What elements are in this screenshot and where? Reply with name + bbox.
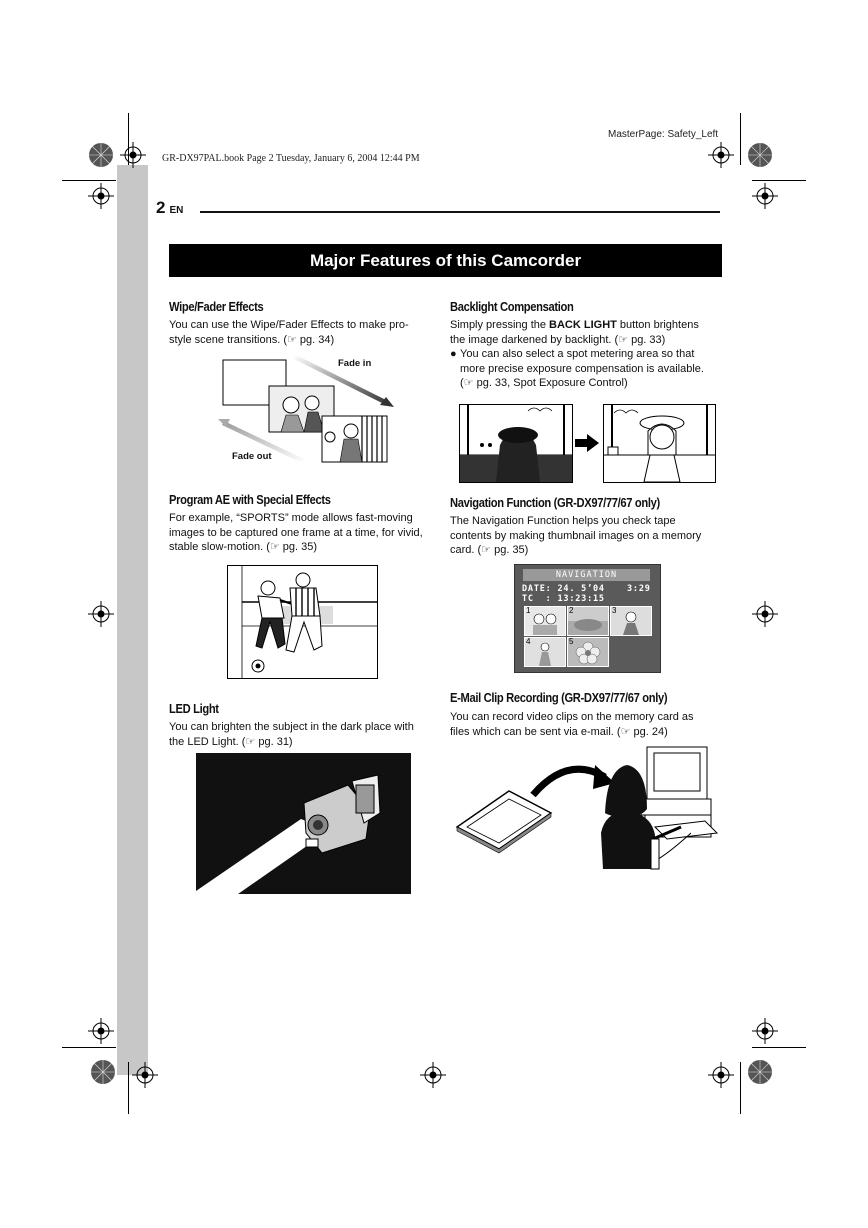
crosshair-mark-icon: [132, 1062, 158, 1088]
crosshair-mark-icon: [88, 601, 114, 627]
thumbnail[interactable]: 1: [524, 606, 566, 636]
led-light-heading: LED Light: [169, 701, 219, 716]
page-number: 2 EN: [156, 198, 184, 217]
crop-mark: [740, 113, 741, 165]
margin-band: [117, 165, 148, 1075]
crop-mark: [752, 180, 806, 181]
sports-mode-figure: [227, 565, 378, 679]
backlight-after-image: [603, 404, 716, 483]
crop-mark: [62, 180, 116, 181]
fade-in-label: Fade in: [338, 358, 372, 369]
registration-mark-icon: [90, 1059, 116, 1085]
fade-out-label: Fade out: [232, 451, 272, 462]
thumbnail[interactable]: 2: [567, 606, 609, 636]
wipe-fader-text: You can use the Wipe/Fader Effects to make pro- style scene transitions. (☞ pg. 34): [169, 319, 409, 346]
backlight-heading: Backlight Compensation: [450, 299, 574, 314]
backlight-before-image: [459, 404, 573, 483]
crosshair-mark-icon: [708, 142, 734, 168]
crosshair-mark-icon: [708, 1062, 734, 1088]
registration-mark-icon: [747, 1059, 773, 1085]
registration-mark-icon: [88, 142, 114, 168]
thumbnail[interactable]: 3: [610, 606, 652, 636]
page-title: Major Features of this Camcorder: [169, 244, 722, 277]
navigation-heading: Navigation Function (GR-DX97/77/67 only): [450, 495, 660, 510]
navigation-time: 3:29: [627, 584, 651, 594]
crosshair-mark-icon: [752, 1018, 778, 1044]
crop-mark: [128, 1062, 129, 1114]
wipe-fader-heading: Wipe/Fader Effects: [169, 299, 264, 314]
registration-mark-icon: [747, 142, 773, 168]
led-light-figure: [196, 753, 411, 894]
navigation-screen: [514, 564, 661, 673]
thumbnail[interactable]: 4: [524, 637, 566, 667]
crosshair-mark-icon: [752, 183, 778, 209]
email-clip-figure: [455, 743, 720, 873]
wipe-fader-figure: [216, 355, 400, 465]
crosshair-mark-icon: [88, 183, 114, 209]
email-clip-heading: E-Mail Clip Recording (GR-DX97/77/67 only): [450, 690, 668, 705]
program-ae-text: For example, “SPORTS” mode allows fast-moving images to be captured one frame at a time, for vivid, stable slow-motion. (☞ pg. 35): [169, 512, 423, 554]
program-ae-heading: Program AE with Special Effects: [169, 492, 331, 507]
crop-mark: [752, 1047, 806, 1048]
header-rule: [200, 211, 720, 213]
crosshair-mark-icon: [120, 142, 146, 168]
led-light-text: You can brighten the subject in the dark place with the LED Light. (☞ pg. 31): [169, 721, 414, 748]
book-info-line: GR-DX97PAL.book Page 2 Tuesday, January 6, 2004 12:44 PM: [162, 153, 420, 164]
navigation-screen-title: NAVIGATION: [523, 569, 650, 581]
crop-mark: [740, 1062, 741, 1114]
master-page-label: MasterPage: Safety_Left: [608, 129, 719, 140]
navigation-date: DATE: 24. 5’04: [522, 584, 605, 594]
navigation-text: The Navigation Function helps you check tape contents by making thumbnail images on a memory card. (☞ pg. 35): [450, 515, 702, 557]
arrow-right-icon: [575, 434, 599, 452]
crosshair-mark-icon: [88, 1018, 114, 1044]
navigation-timecode: TC : 13:23:15: [522, 594, 605, 604]
crop-mark: [62, 1047, 116, 1048]
crosshair-mark-icon: [420, 1062, 446, 1088]
thumbnail[interactable]: 5: [567, 637, 609, 667]
crosshair-mark-icon: [752, 601, 778, 627]
email-clip-text: You can record video clips on the memory card as files which can be sent via e-mail. (☞ pg. 24): [450, 711, 694, 738]
backlight-text: Simply pressing the BACK LIGHT button brightens the image darkened by backlight. (☞ pg. 33) ● You can also select a spot metering area so that more precise exposure compensation is available. (☞ pg. 33, Spot Exposure Control): [450, 319, 704, 390]
